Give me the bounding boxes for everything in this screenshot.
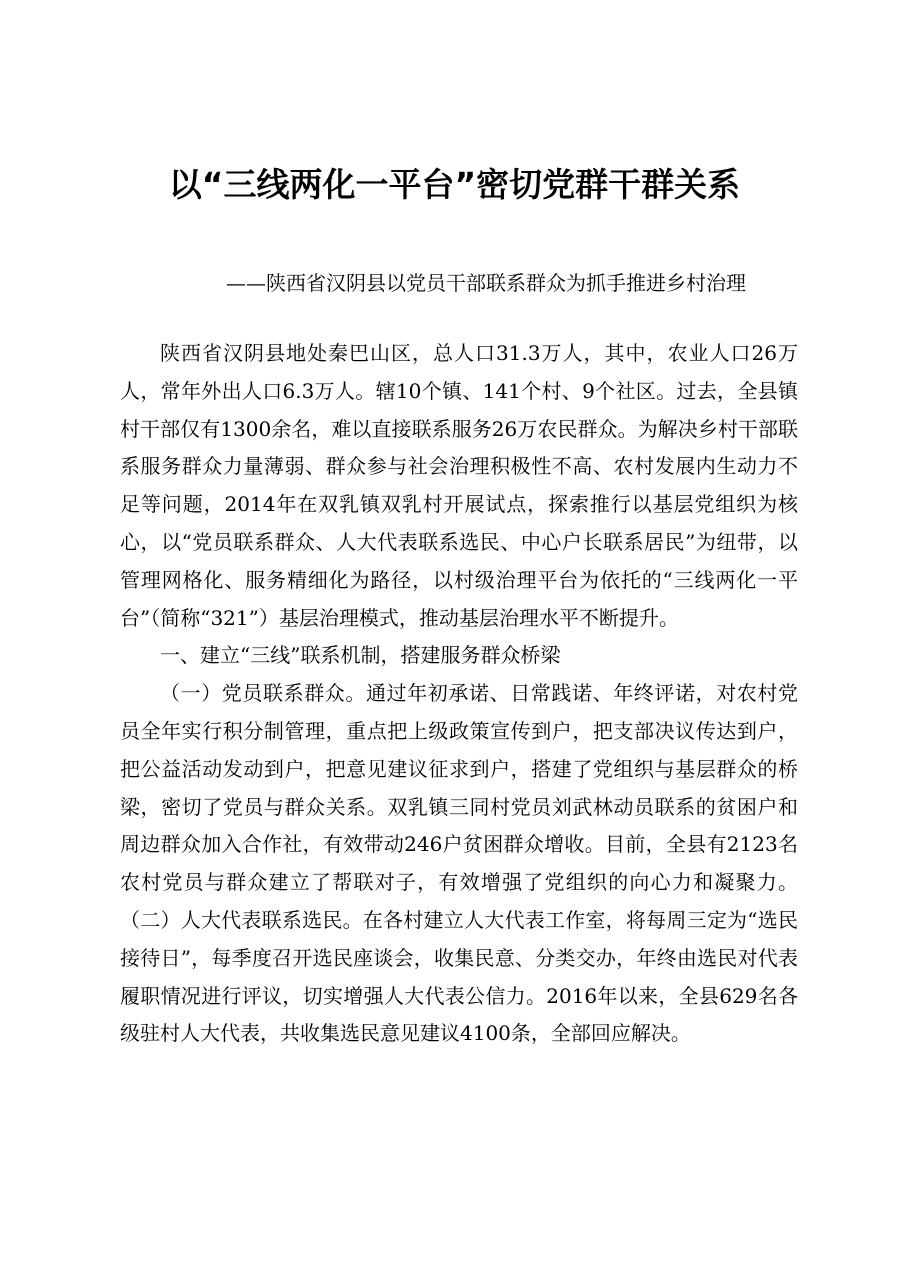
- document-title: 以“三线两化一平台”密切党群干群关系: [168, 165, 741, 204]
- paragraph-section-1: （一）党员联系群众。通过年初承诺、日常践诺、年终评诺，对农村党员全年实行积分制管理，重点把上级政策宣传到户，把支部决议传达到户，把公益活动发动到户，把意见建议征求到户，搭建了党组织与基层群众的桥梁，密切了党员与群众关系。双乳镇三同村党员刘武林动员联系的贫困户和周边群众加入合作社，有效带动246户贫困群众增收。目前，全县有2123名农村党员与群众建立了帮联对子，有效增强了党组织的向心力和凝聚力。（二）人大代表联系选民。在各村建立人大代表工作室，将每周三定为“选民接待日”，每季度召开选民座谈会，收集民意、分类交办，年终由选民对代表履职情况进行评议，切实增强人大代表公信力。2016年以来，全县629名各级驻村人大代表，共收集选民意见建议4100条，全部回应解决。: [120, 681, 798, 1046]
- paragraph-intro: 陕西省汉阴县地处秦巴山区，总人口31.3万人，其中，农业人口26万人，常年外出人口6.3万人。辖10个镇、141个村、9个社区。过去，全县镇村干部仅有1300余名，难以直接联系服务26万农民群众。为解决乡村干部联系服务群众力量薄弱、群众参与社会治理积极性不高、农村发展内生动力不足等问题，2014年在双乳镇双乳村开展试点，探索推行以基层党组织为核心，以“党员联系群众、人大代表联系选民、中心户长联系居民”为纽带，以管理网格化、服务精细化为路径，以村级治理平台为依托的“三线两化一平台”（简称“321”）基层治理模式，推动基层治理水平不断提升。: [120, 341, 798, 630]
- document-subtitle: ——陕西省汉阴县以党员干部联系群众为抓手推进乡村治理: [226, 271, 746, 295]
- document-body: [120, 335, 798, 1053]
- section-heading-1: 一、建立“三线”联系机制，搭建服务群众桥梁: [160, 643, 561, 668]
